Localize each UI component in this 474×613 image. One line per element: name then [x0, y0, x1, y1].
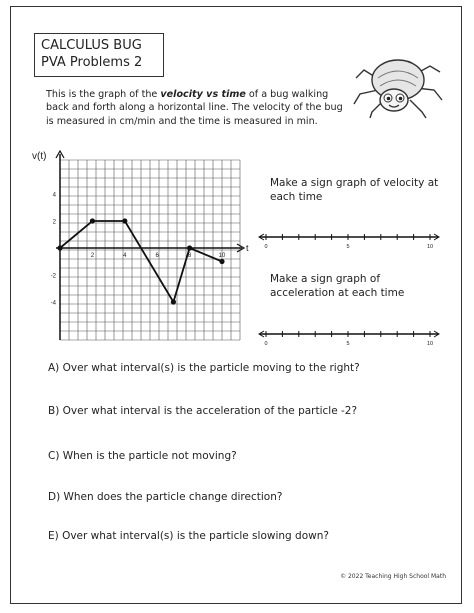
x-tick-label: 4 [123, 253, 127, 259]
title-line-1: CALCULUS BUG [41, 38, 142, 53]
question-c: C) When is the particle not moving? [48, 450, 237, 462]
title-box [34, 33, 164, 77]
intro-text [46, 88, 346, 128]
data-point [90, 218, 95, 223]
x-tick-label: 6 [155, 253, 159, 259]
x-tick-label: 10 [218, 253, 226, 259]
question-d: D) When does the particle change direction? [48, 491, 283, 503]
y-tick-label: -2 [50, 273, 56, 280]
velocity-number-line[interactable] [254, 228, 444, 250]
bug-illustration [350, 50, 445, 120]
x-axis-label: t [246, 243, 249, 253]
copyright-footer: © 2022 Teaching High School Math [340, 573, 446, 580]
number-line-label: 10 [426, 244, 434, 250]
data-point [219, 259, 224, 264]
data-point [187, 245, 192, 250]
intro-part-2: of a bug walking back and forth along a horizontal line. The velocity of the bug is measured in cm/min and the time is measured in min. [46, 89, 343, 127]
intro-emphasis: velocity vs time [160, 89, 246, 100]
acceleration-prompt: Make a sign graph of acceleration at each time [270, 273, 405, 299]
question-b: B) Over what interval is the acceleration of the particle -2? [48, 405, 358, 417]
data-point [122, 218, 127, 223]
y-axis-label: v(t) [32, 151, 47, 162]
velocity-prompt: Make a sign graph of velocity at each time [270, 177, 439, 203]
number-line-label: 5 [346, 341, 350, 347]
y-tick-label: -4 [50, 300, 56, 307]
number-line-label: 0 [264, 341, 268, 347]
number-line-label: 5 [346, 244, 350, 250]
question-a: A) Over what interval(s) is the particle moving to the right? [48, 362, 360, 374]
title-line-2: PVA Problems 2 [41, 55, 143, 70]
number-line-label: 10 [426, 341, 434, 347]
number-line-label: 0 [264, 244, 268, 250]
intro-part-1: This is the graph of the [46, 89, 161, 100]
question-e: E) Over what interval(s) is the particle slowing down? [48, 530, 329, 542]
acceleration-number-line[interactable] [254, 325, 444, 347]
velocity-graph [28, 150, 250, 345]
data-point [57, 245, 62, 250]
x-tick-label: 2 [90, 253, 95, 259]
y-tick-label: 4 [52, 192, 56, 199]
x-tick-label: 8 [187, 253, 192, 259]
y-tick-label: 2 [52, 219, 56, 226]
data-point [171, 299, 176, 304]
